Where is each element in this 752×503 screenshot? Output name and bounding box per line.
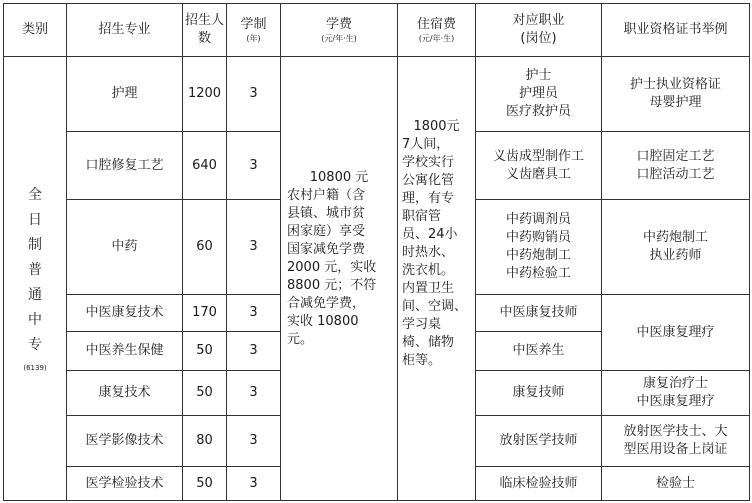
header-tuition-unit: (元/年·生) [321, 34, 357, 43]
tuition-line: 国家减免学费 [287, 241, 366, 257]
header-accommodation [398, 4, 476, 57]
count-cell: 50 [183, 371, 227, 416]
major-cell: 中药 [67, 200, 183, 295]
header-jobs [476, 4, 602, 57]
years-cell: 3 [227, 295, 281, 332]
years-cell: 3 [227, 57, 281, 132]
accommodation-line: 公寓化管 [402, 172, 455, 188]
jobs-cell: 中医养生 [476, 332, 602, 371]
job-item: 护理员 [518, 86, 558, 101]
job-item: 中药购销员 [505, 230, 571, 245]
cert-item: 康复治疗士 [642, 376, 708, 391]
category-char: 全 [28, 187, 42, 203]
accommodation-line: 学习桌 [402, 316, 442, 332]
tuition-line: 合减免学费， [287, 295, 366, 311]
accommodation-line: 理，有专 [402, 190, 455, 206]
certs-cell: 检验士 [602, 467, 750, 501]
header-jobs-label: 对应职业 [512, 13, 565, 28]
tuition-line: 县镇、城市贫 [287, 205, 366, 221]
years-cell: 3 [227, 332, 281, 371]
category-char: 通 [28, 287, 42, 303]
tuition-line: 8800 元；不符 [287, 277, 377, 293]
years-cell: 3 [227, 467, 281, 501]
jobs-cell [476, 57, 602, 132]
major-cell: 中医养生保健 [67, 332, 183, 371]
accommodation-line: 学校实行 [402, 154, 455, 170]
jobs-cell: 放射医学技师 [476, 416, 602, 467]
header-jobs-sub: (岗位) [520, 31, 557, 46]
count-cell: 170 [183, 295, 227, 332]
header-row [4, 4, 750, 57]
cert-item: 护士执业资格证 [629, 77, 721, 92]
job-item: 护士 [525, 68, 552, 83]
tuition-cell [281, 57, 398, 501]
header-accommodation-label: 住宿费 [416, 17, 456, 32]
certs-cell [602, 57, 750, 132]
enrollment-table [3, 3, 750, 501]
jobs-cell [476, 200, 602, 295]
count-cell: 1200 [183, 57, 227, 132]
accommodation-line: 内置卫生 [402, 280, 455, 296]
job-item: 中药炮制工 [505, 248, 571, 263]
major-cell: 护理 [67, 57, 183, 132]
certs-cell [602, 132, 750, 200]
tuition-line: 10800 元 [309, 169, 369, 185]
certs-cell [602, 416, 750, 467]
count-cell: 50 [183, 467, 227, 501]
tuition-line: 实收 10800 [287, 313, 359, 329]
accommodation-line: 柜等。 [402, 352, 442, 368]
jobs-cell [476, 132, 602, 200]
category-char: 中 [28, 312, 42, 328]
cert-item: 母婴护理 [649, 95, 702, 110]
tuition-line: 元。 [287, 331, 314, 347]
accommodation-line: 洗衣机。 [402, 262, 455, 278]
cert-item: 放射医学技士、大 [623, 424, 728, 439]
major-cell: 中医康复技术 [67, 295, 183, 332]
tuition-line: 农村户籍（含 [287, 187, 366, 203]
category-char: 普 [28, 262, 42, 278]
certs-cell [602, 371, 750, 416]
accommodation-line: 时热水、 [402, 244, 455, 260]
header-certs: 职业资格证书举例 [602, 4, 750, 57]
cert-item: 口腔固定工艺 [636, 148, 715, 164]
job-item: 医疗救护员 [505, 104, 571, 119]
header-accommodation-unit: (元/年·生) [418, 34, 455, 43]
header-tuition-label: 学费 [325, 17, 352, 32]
count-cell: 80 [183, 416, 227, 467]
years-cell: 3 [227, 200, 281, 295]
category-char: 日 [28, 212, 42, 228]
tuition-line: 2000 元，实收 [287, 259, 377, 275]
count-cell: 640 [183, 132, 227, 200]
certs-cell [602, 200, 750, 295]
header-duration-label: 学制 [240, 17, 267, 32]
years-cell: 3 [227, 132, 281, 200]
header-tuition [281, 4, 398, 57]
cert-item: 中药炮制工 [642, 230, 708, 245]
cert-item: 口腔活动工艺 [636, 166, 715, 182]
table-row [4, 57, 750, 132]
major-cell: 口腔修复工艺 [67, 132, 183, 200]
accommodation-cell [398, 57, 476, 501]
years-cell: 3 [227, 416, 281, 467]
accommodation-line: 员、24小 [402, 226, 458, 242]
job-item: 中药检验工 [505, 266, 571, 281]
header-major: 招生专业 [67, 4, 183, 57]
accommodation-line: 7人间， [402, 136, 450, 152]
tuition-line: 困家庭）享受 [287, 223, 366, 239]
category-cell [4, 57, 67, 501]
cert-item: 型医用设备上岗证 [623, 442, 728, 457]
header-category: 类别 [4, 4, 67, 57]
header-duration-unit: (年) [246, 34, 261, 43]
category-char: 专 [28, 337, 42, 353]
cert-item: 执业药师 [649, 248, 702, 263]
jobs-cell: 临床检验技师 [476, 467, 602, 501]
jobs-cell: 康复技师 [476, 371, 602, 416]
header-enrollment-label: 招生人数 [184, 13, 224, 46]
header-enrollment [183, 4, 227, 57]
accommodation-line: 职宿管 [402, 208, 442, 224]
category-char: 制 [28, 237, 42, 253]
count-cell: 50 [183, 332, 227, 371]
job-item: 中药调剂员 [505, 212, 571, 227]
job-item: 义齿磨具工 [505, 166, 571, 182]
major-cell: 康复技术 [67, 371, 183, 416]
cert-item: 中医康复理疗 [636, 394, 715, 409]
jobs-cell: 中医康复技师 [476, 295, 602, 332]
accommodation-line: 椅、储物 [402, 334, 455, 350]
job-item: 义齿成型制作工 [492, 148, 584, 164]
certs-cell: 中医康复理疗 [602, 295, 750, 371]
years-cell: 3 [227, 371, 281, 416]
accommodation-line: 间、空调、 [402, 298, 468, 314]
major-cell: 医学检验技术 [67, 467, 183, 501]
category-code: (6139) [23, 364, 47, 372]
count-cell: 60 [183, 200, 227, 295]
accommodation-line: 1800元 [413, 118, 460, 134]
major-cell: 医学影像技术 [67, 416, 183, 467]
header-duration [227, 4, 281, 57]
